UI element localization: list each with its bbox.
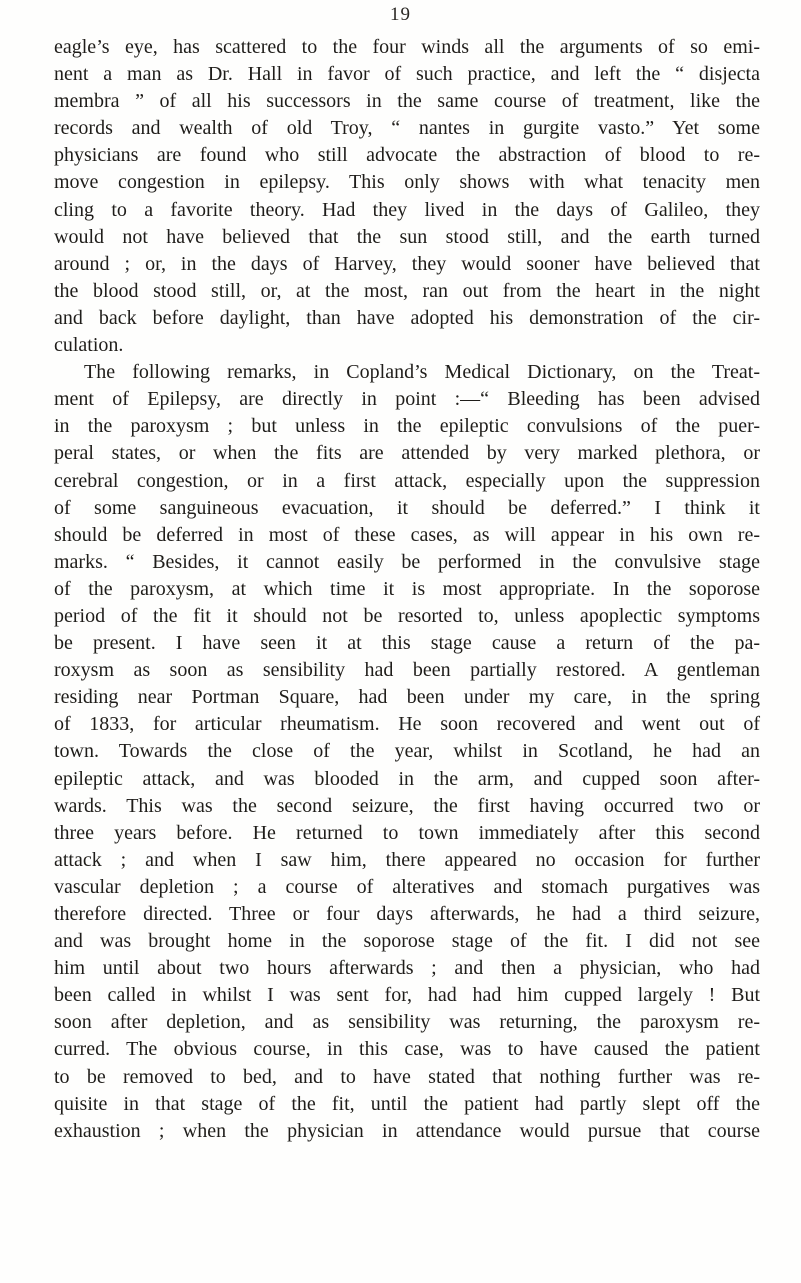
text-line: of the paroxysm, at which time it is most appropriate. In the soporose (54, 577, 760, 600)
page-number: 19 (390, 4, 411, 25)
text-line: to be removed to bed, and to have stated that nothing further was re- (54, 1065, 760, 1088)
text-line: been called in whilst I was sent for, had had him cupped largely ! But (54, 984, 760, 1007)
text-line: eagle’s eye, has scattered to the four winds all the arguments of so emi- (54, 36, 760, 58)
text-line: him until about two hours afterwards ; and then a physician, who had (54, 957, 760, 980)
text-line: in the paroxysm ; but unless in the epileptic convulsions of the puer- (54, 415, 760, 438)
text-line: be present. I have seen it at this stage cause a return of the pa- (54, 632, 760, 655)
text-line: period of the fit it should not be resorted to, unless apoplectic symptoms (54, 604, 760, 627)
text-line: The following remarks, in Copland’s Medical Dictionary, on the Treat- (84, 361, 760, 384)
text-line: epileptic attack, and was blooded in the arm, and cupped soon after- (54, 767, 760, 790)
text-line: quisite in that stage of the fit, until the patient had partly slept off the (54, 1092, 760, 1115)
text-line: curred. The obvious course, in this case, was to have caused the patient (54, 1038, 760, 1061)
text-line: wards. This was the second seizure, the first having occurred two or (54, 794, 760, 817)
text-line: move congestion in epilepsy. This only shows with what tenacity men (54, 171, 760, 194)
text-line: should be deferred in most of these cases, as will appear in his own re- (54, 523, 760, 546)
text-line: cling to a favorite theory. Had they lived in the days of Galileo, they (54, 198, 760, 221)
text-line: vascular depletion ; a course of alteratives and stomach purgatives was (54, 875, 760, 898)
text-line: around ; or, in the days of Harvey, they would sooner have believed that (54, 252, 760, 275)
text-line: marks. “ Besides, it cannot easily be performed in the convulsive stage (54, 550, 760, 573)
body-text (54, 34, 760, 1145)
text-line: the blood stood still, or, at the most, ran out from the heart in the night (54, 279, 760, 302)
text-line: cerebral congestion, or in a first attack, especially upon the suppression (54, 469, 760, 492)
text-line: three years before. He returned to town immediately after this second (54, 821, 760, 844)
text-line: membra ” of all his successors in the same course of treatment, like the (54, 90, 760, 113)
text-line: and was brought home in the soporose stage of the fit. I did not see (54, 930, 760, 953)
text-line: and back before daylight, than have adopted his demonstration of the cir- (54, 306, 760, 329)
text-line: peral states, or when the fits are attended by very marked plethora, or (54, 442, 760, 465)
text-line: would not have believed that the sun stood still, and the earth turned (54, 225, 760, 248)
text-line: town. Towards the close of the year, whilst in Scotland, he had an (54, 740, 760, 763)
text-line: of 1833, for articular rheumatism. He soon recovered and went out of (54, 713, 760, 736)
text-line: residing near Portman Square, had been under my care, in the spring (54, 686, 760, 709)
text-line: records and wealth of old Troy, “ nantes in gurgite vasto.” Yet some (54, 117, 760, 140)
text-line: roxysm as soon as sensibility had been partially restored. A gentleman (54, 659, 760, 682)
text-line: culation. (54, 334, 124, 357)
text-line: ment of Epilepsy, are directly in point :—“ Bleeding has been advised (54, 388, 760, 411)
text-line: exhaustion ; when the physician in attendance would pursue that course (54, 1119, 760, 1142)
text-line: of some sanguineous evacuation, it should be deferred.” I think it (54, 496, 760, 519)
text-line: physicians are found who still advocate the abstraction of blood to re- (54, 144, 760, 167)
text-line: therefore directed. Three or four days afterwards, he had a third seizure, (54, 903, 760, 925)
text-line: soon after depletion, and as sensibility was returning, the paroxysm re- (54, 1011, 760, 1034)
text-line: attack ; and when I saw him, there appeared no occasion for further (54, 848, 760, 871)
text-line: nent a man as Dr. Hall in favor of such practice, and left the “ disjecta (54, 63, 760, 86)
